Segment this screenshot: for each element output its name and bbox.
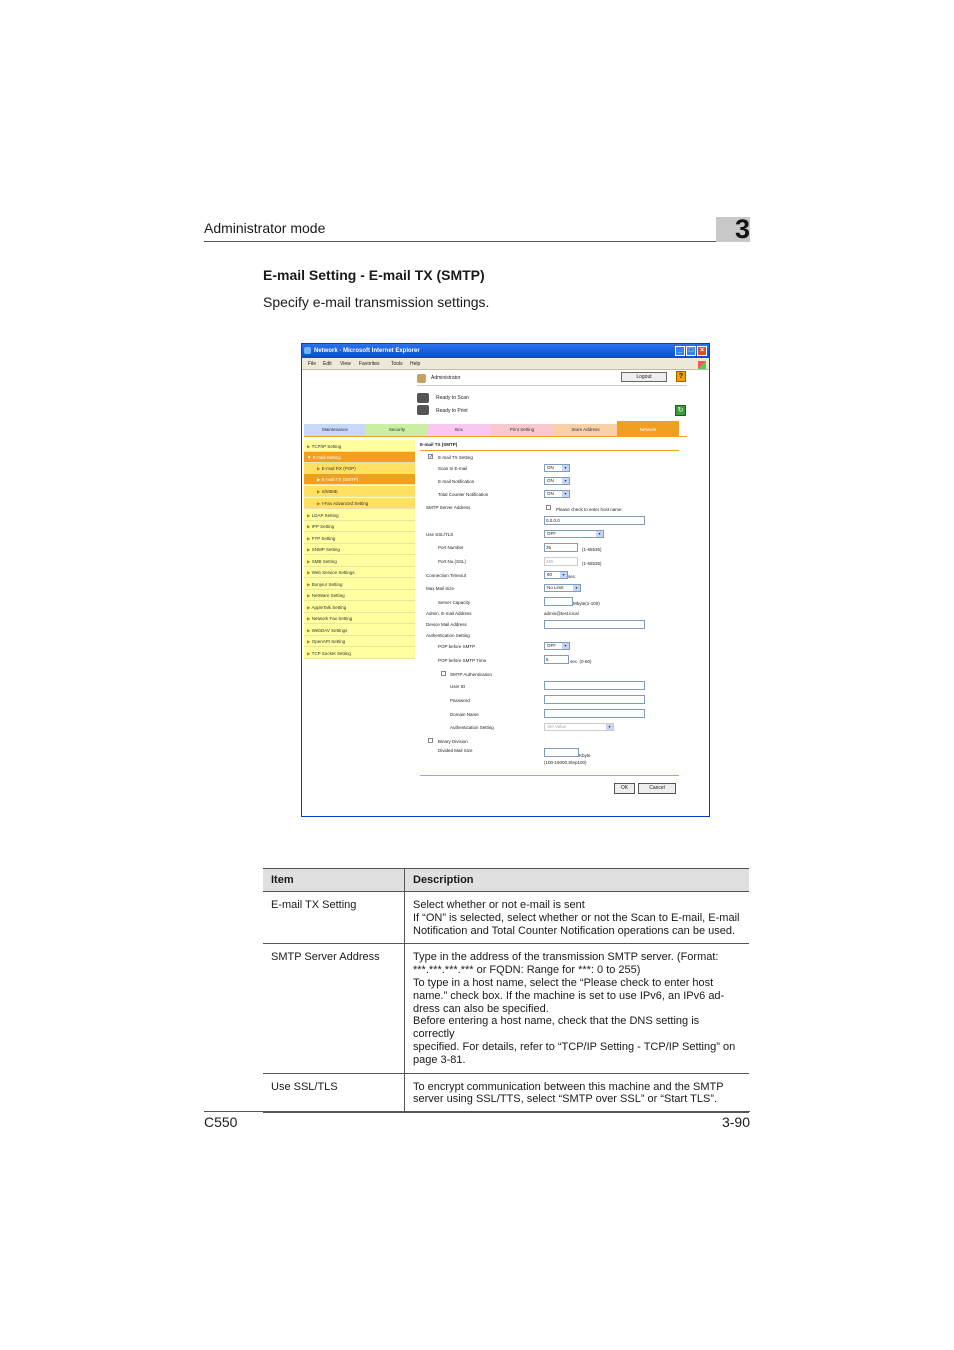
status-print: Ready to Print <box>436 408 468 414</box>
port-ssl-label: Port No.(SSL) <box>438 559 467 564</box>
select-value: OFF <box>547 643 556 648</box>
admin-email-label: Admin. E-mail Address <box>426 611 472 616</box>
tx-setting-checkbox[interactable]: ✓ <box>429 454 434 460</box>
nav-ldap[interactable]: ▶ LDAP Setting <box>304 510 415 521</box>
tab-underline <box>304 436 687 437</box>
description-line: server using SSL/TTS, select “SMTP over SSL” or “Start TLS”. <box>413 1093 718 1106</box>
description-table <box>263 868 749 1113</box>
user-id-label: User ID <box>450 684 466 689</box>
menu-favorites[interactable]: Favorites <box>359 361 380 367</box>
nav-label: Network Fax Setting <box>311 616 353 621</box>
port-ssl-input[interactable]: 465 <box>544 557 578 566</box>
intro-text: Specify e-mail transmission settings. <box>263 294 490 310</box>
description-line: ***.***.***.*** or FQDN: Range for ***: 0 to 255) <box>413 964 641 977</box>
nav-email-rx[interactable]: ▶ E-mail RX (POP) <box>304 463 415 474</box>
menu-bar <box>302 358 709 370</box>
nav-webdav[interactable]: ▶ WebDAV Settings <box>304 625 415 636</box>
description-line: dress can also be specified. <box>413 1002 549 1015</box>
port-label: Port Number <box>438 545 464 550</box>
header-rule <box>204 241 750 242</box>
footer-rule <box>204 1111 750 1112</box>
section-title: E-mail Setting - E-mail TX (SMTP) <box>263 267 485 283</box>
col-item-header: Item <box>263 869 405 892</box>
host-name-label: Please check to enter host name. <box>556 507 623 512</box>
binary-label: Binary Division <box>438 739 468 744</box>
status-scan: Ready to Scan <box>436 395 469 401</box>
max-mail-label: Max Mail Size <box>426 586 455 591</box>
pop-time-input[interactable]: 5 <box>544 655 569 664</box>
scan-to-email-label: Scan to E-mail <box>438 466 468 471</box>
divider <box>417 385 687 386</box>
select-value: No Limit <box>547 585 564 590</box>
description-line: To type in a host name, select the “Please check to enter host <box>413 976 714 989</box>
menu-file[interactable]: File <box>308 361 317 367</box>
device-email-input[interactable] <box>544 620 645 629</box>
nav-label: TCP/IP Setting <box>311 444 342 449</box>
nav-ifax[interactable]: ▶ I-Fax Advanced Setting <box>304 498 415 509</box>
printer-icon <box>417 405 429 415</box>
description-cell <box>405 944 750 1073</box>
divided-range: (100-15000,Step100) <box>544 760 587 765</box>
chevron-down-icon: ▾ <box>606 724 613 730</box>
divided-label: Divided Mail Size <box>438 748 473 753</box>
port-input[interactable]: 25 <box>544 543 578 552</box>
device-email-label: Device Mail Address <box>426 622 467 627</box>
cancel-button[interactable]: Cancel <box>638 783 676 794</box>
pop-time-label: POP before SMTP Time <box>438 658 487 663</box>
user-label: Administrator <box>431 375 461 381</box>
nav-label: E-mail Setting <box>312 455 341 460</box>
ssl-label: Use SSL/TLS <box>426 532 454 537</box>
nav-label: Bonjour Setting <box>311 582 343 587</box>
nav-label: S/MIME <box>321 489 338 494</box>
smtp-server-label: SMTP Server Address <box>426 505 471 510</box>
description-line: name.” check box. If the machine is set to use IPv6, an IPv6 ad- <box>413 989 725 1002</box>
nav-label: I-Fax Advanced Setting <box>321 501 369 506</box>
server-capacity-input[interactable] <box>544 597 573 606</box>
tab-network[interactable]: Network <box>617 421 679 436</box>
description-line: Type in the address of the transmission SMTP server. (Format: <box>413 951 719 964</box>
nav-smime[interactable]: ▶ S/MIME <box>304 486 415 497</box>
nav-smb[interactable]: ▶ SMB Setting <box>304 556 415 567</box>
nav-label: OpenAPI Setting <box>311 639 346 644</box>
description-line: specified. For details, refer to “TCP/IP Setting - TCP/IP Setting” on <box>413 1040 736 1053</box>
chevron-down-icon: ▾ <box>596 531 603 537</box>
logout-button[interactable]: Logout <box>621 372 667 382</box>
user-id-input[interactable] <box>544 681 645 690</box>
nav-label: IPP Setting <box>311 524 335 529</box>
description-cell <box>405 892 750 944</box>
help-icon[interactable]: ? <box>676 371 686 382</box>
max-mail-select[interactable] <box>544 584 581 592</box>
nav-label: FTP Setting <box>311 536 336 541</box>
nav-openapi[interactable]: ▶ OpenAPI Setting <box>304 636 415 647</box>
email-notification-select[interactable] <box>544 477 570 485</box>
description-line: Before entering a host name, check that the DNS setting is correctly <box>413 1015 700 1041</box>
divided-input[interactable] <box>544 748 579 757</box>
maximize-icon[interactable]: □ <box>686 346 696 356</box>
menu-help[interactable]: Help <box>410 361 421 367</box>
port-range: (1-65535) <box>582 547 602 552</box>
pop-before-label: POP before SMTP <box>438 644 476 649</box>
scan-to-email-select[interactable] <box>544 464 570 472</box>
binary-checkbox[interactable] <box>428 738 433 743</box>
nav-ipp[interactable]: ▶ IPP Setting <box>304 521 415 532</box>
footer-model: C550 <box>204 1114 238 1130</box>
nav-label: NetWare Setting <box>311 593 345 598</box>
chevron-down-icon: ▾ <box>573 585 580 591</box>
administrator-icon <box>417 374 426 383</box>
select-value: OFF <box>547 531 556 536</box>
description-line: To encrypt communication between this machine and the SMTP <box>413 1080 724 1093</box>
window-title: Network - Microsoft Internet Explorer <box>314 348 420 354</box>
ssl-select[interactable] <box>544 530 604 538</box>
tab-maintenance[interactable]: Maintenance <box>304 424 366 436</box>
pop-before-select[interactable] <box>544 642 570 650</box>
table-row <box>263 892 749 944</box>
table-header-row <box>263 869 749 892</box>
description-line: page 3-81. <box>413 1053 466 1066</box>
nav-label: LDAP Setting <box>311 513 339 518</box>
running-header: Administrator mode <box>204 220 326 236</box>
password-label: Password <box>450 698 470 703</box>
scanner-icon <box>417 393 429 403</box>
auth-set-label: Authentication Setting <box>450 725 494 730</box>
nav-ftp[interactable]: ▶ FTP Setting <box>304 533 415 544</box>
domain-input[interactable] <box>544 709 645 718</box>
windows-logo-icon <box>698 361 706 369</box>
timeout-select[interactable] <box>544 571 568 579</box>
table-row <box>263 944 749 1073</box>
nav-label: E-mail TX (SMTP) <box>321 477 359 482</box>
tab-print-setting[interactable]: Print Setting <box>490 424 554 436</box>
pop-time-unit: sec. (0-60) <box>570 659 592 664</box>
admin-email-value: admin@test.local <box>544 611 579 616</box>
tab-security[interactable]: Security <box>366 424 428 436</box>
smtp-auth-label: SMTP Authentication <box>450 672 492 677</box>
nav-tcpip[interactable]: ▶ TCP/IP Setting <box>304 441 415 452</box>
divided-unit: Kbyte <box>579 753 591 758</box>
total-counter-select[interactable] <box>544 490 570 498</box>
smtp-server-input[interactable]: 0.0.0.0 <box>544 516 645 525</box>
chevron-down-icon: ▾ <box>562 478 569 484</box>
tab-box[interactable]: Box <box>428 424 490 436</box>
nav-label: TCP Socket Setting <box>311 651 351 656</box>
select-value: Set Value <box>547 724 567 729</box>
footer-page-number: 3-90 <box>721 1114 750 1130</box>
nav-bonjour[interactable]: ▶ Bonjour Setting <box>304 579 415 590</box>
ie-icon <box>304 347 311 354</box>
item-cell: SMTP Server Address <box>263 944 405 1073</box>
nav-tcp-socket[interactable]: ▶ TCP Socket Setting <box>304 648 415 659</box>
minimize-icon[interactable]: _ <box>675 346 685 356</box>
nav-appletalk[interactable]: ▶ AppleTalk Setting <box>304 602 415 613</box>
menu-tools[interactable]: Tools <box>391 361 403 367</box>
item-cell: Use SSL/TLS <box>263 1073 405 1113</box>
description-line: If “ON” is selected, select whether or not the Scan to E-mail, E-mail <box>413 911 740 924</box>
ok-button[interactable]: OK <box>614 783 635 794</box>
chevron-down-icon: ▾ <box>562 643 569 649</box>
form-footer-rule <box>420 775 679 776</box>
domain-label: Domain Name <box>450 712 479 717</box>
select-value: ON <box>547 465 554 470</box>
item-cell: E-mail TX Setting <box>263 892 405 944</box>
description-line: Select whether or not e-mail is sent <box>413 899 585 911</box>
nav-label: Web Service Settings <box>311 570 355 575</box>
nav-label: AppleTalk Setting <box>311 605 347 610</box>
title-bar <box>302 344 709 358</box>
server-capacity-unit: Mbyte(1-100) <box>573 601 600 606</box>
form-heading: E-mail TX (SMTP) <box>420 442 458 447</box>
description-line: Notification and Total Counter Notification operations can be used. <box>413 924 736 937</box>
chevron-down-icon: ▾ <box>560 572 567 578</box>
nav-email-setting[interactable]: ▼ E-mail Setting <box>304 452 415 463</box>
close-icon[interactable]: × <box>697 346 707 356</box>
nav-network-fax[interactable]: ▶ Network Fax Setting <box>304 613 415 624</box>
chevron-down-icon: ▾ <box>562 465 569 471</box>
password-input[interactable] <box>544 695 645 704</box>
timeout-unit: sec. <box>568 574 577 579</box>
tx-setting-label: E-mail TX Setting <box>438 455 473 460</box>
auth-setting-label: Authentication Setting <box>426 633 470 638</box>
timeout-label: Connection Timeout <box>426 573 467 578</box>
port-ssl-range: (1-65535) <box>582 561 602 566</box>
email-notification-label: E-mail Notification <box>438 479 475 484</box>
server-capacity-label: Server Capacity <box>438 600 471 605</box>
table-row <box>263 1073 749 1113</box>
menu-edit[interactable]: Edit <box>323 361 332 367</box>
nav-label: WebDAV Settings <box>311 628 348 633</box>
nav-web-service[interactable]: ▶ Web Service Settings <box>304 567 415 578</box>
host-name-checkbox[interactable] <box>546 505 551 510</box>
chapter-number: 3 <box>734 214 750 244</box>
auth-set-select[interactable] <box>544 723 614 731</box>
col-description-header: Description <box>405 869 750 892</box>
select-value: ON <box>547 478 554 483</box>
menu-view[interactable]: View <box>340 361 351 367</box>
total-counter-label: Total Counter Notification <box>438 492 489 497</box>
nav-label: SMB Setting <box>311 559 337 564</box>
select-value: ON <box>547 491 554 496</box>
nav-netware[interactable]: ▶ NetWare Setting <box>304 590 415 601</box>
form-heading-rule <box>420 450 679 451</box>
tab-store-address[interactable]: Store Address <box>554 424 617 436</box>
smtp-auth-checkbox[interactable] <box>441 671 446 676</box>
refresh-icon[interactable]: ↻ <box>675 405 686 416</box>
description-cell <box>405 1073 750 1113</box>
nav-label: E-mail RX (POP) <box>321 466 356 471</box>
nav-label: SNMP Setting <box>311 547 340 552</box>
select-value: 60 <box>547 572 553 577</box>
chevron-down-icon: ▾ <box>562 491 569 497</box>
nav-snmp[interactable]: ▶ SNMP Setting <box>304 544 415 555</box>
nav-email-tx[interactable]: ▶ E-mail TX (SMTP) <box>304 474 415 485</box>
